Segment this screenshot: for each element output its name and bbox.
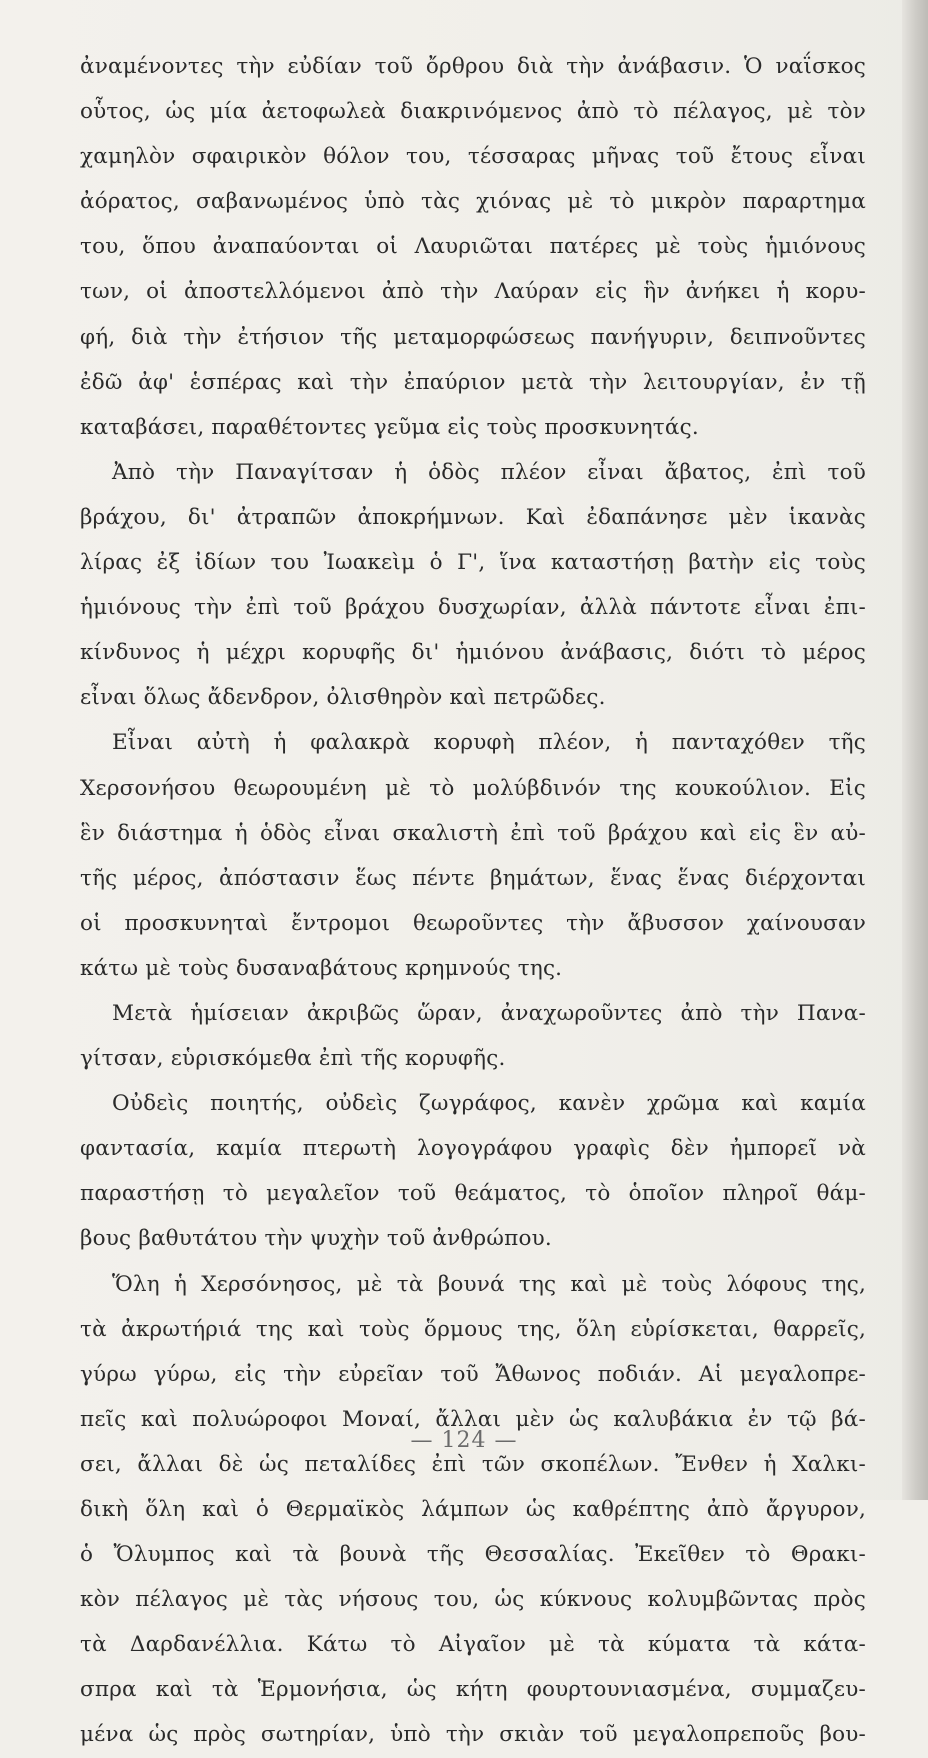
text-line: κάτω μὲ τοὺς δυσαναβάτους κρημνούς της. xyxy=(80,955,563,981)
text-line: ἓν διάστημα ἡ ὁδὸς εἶναι σκαλιστὴ ἐπὶ τοῦ βράχου καὶ εἰς ἓν αὐ- xyxy=(80,820,866,846)
text-line: εἶναι ὅλως ἄδενδρον, ὀλισθηρὸν καὶ πετρῶδες. xyxy=(80,685,606,711)
text-line: δικὴ ὅλη καὶ ὁ Θερμαϊκὸς λάμπων ὡς καθρέπτης ἀπὸ ἄργυρον, xyxy=(80,1497,866,1522)
page-edge-shadow xyxy=(902,0,928,1500)
text-line: του, ὅπου ἀναπαύονται οἱ Λαυριῶται πατέρες μὲ τοὺς ἡμιόνους xyxy=(80,234,866,260)
text-line: ἀόρατος, σαβανωμένος ὑπὸ τὰς χιόνας μὲ τὸ μικρὸν παραρτημα xyxy=(80,189,866,215)
text-line: οὗτος, ὡς μία ἀετοφωλεὰ διακρινόμενος ἀπὸ τὸ πέλαγος, μὲ τὸν xyxy=(80,99,866,125)
text-line: ὁ Ὄλυμπος καὶ τὰ βουνὰ τῆς Θεσσαλίας. Ἐκεῖθεν τὸ Θρακι- xyxy=(80,1542,866,1568)
text-line: μένα ὡς πρὸς σωτηρίαν, ὑπὸ τὴν σκιὰν τοῦ μεγαλοπρεποῦς βου- xyxy=(80,1722,866,1748)
text-line: ἀναμένοντες τὴν εὐδίαν τοῦ ὄρθρου διὰ τὴν ἀνάβασιν. Ὁ ναΐσκος xyxy=(80,54,866,79)
text-line: Οὐδεὶς ποιητής, οὐδεὶς ζωγράφος, κανὲν χρῶμα καὶ καμία xyxy=(112,1091,866,1117)
text-line: κὸν πέλαγος μὲ τὰς νήσους του, ὡς κύκνους κολυμβῶντας πρὸς xyxy=(80,1587,866,1613)
text-line: Εἶναι αὐτὴ ἡ φαλακρὰ κορυφὴ πλέον, ἡ πανταχόθεν τῆς xyxy=(112,730,866,756)
text-line: τῆς μέρος, ἀπόστασιν ἕως πέντε βημάτων, ἕνας ἕνας διέρχονται xyxy=(80,865,866,891)
text-line: σει, ἄλλαι δὲ ὡς πεταλίδες ἐπὶ τῶν σκοπέλων. Ἔνθεν ἡ Χαλκι- xyxy=(80,1451,866,1477)
text-line: καταβάσει, παραθέτοντες γεῦμα εἰς τοὺς προσκυνητάς. xyxy=(80,414,699,440)
text-line: σπρα καὶ τὰ Ἑρμονήσια, ὡς κήτη φουρτουνιασμένα, συμμαζευ- xyxy=(80,1677,866,1703)
text-line: λίρας ἐξ ἰδίων του Ἰωακεὶμ ὁ Γ', ἵνα καταστήσῃ βατὴν εἰς τοὺς xyxy=(80,550,866,576)
text-line: ἡμιόνους τὴν ἐπὶ τοῦ βράχου δυσχωρίαν, ἀλλὰ πάντοτε εἶναι ἐπι- xyxy=(80,595,866,621)
body-text xyxy=(80,44,866,1758)
text-line: βράχου, δι' ἀτραπῶν ἀποκρήμνων. Καὶ ἐδαπάνησε μὲν ἱκανὰς xyxy=(80,504,866,530)
text-line: Ὅλη ἡ Χερσόνησος, μὲ τὰ βουνά της καὶ μὲ τοὺς λόφους της, xyxy=(112,1271,866,1297)
text-line: γίτσαν, εὑρισκόμεθα ἐπὶ τῆς κορυφῆς. xyxy=(80,1046,506,1072)
text-line: παραστήσῃ τὸ μεγαλεῖον τοῦ θεάματος, τὸ ὁποῖον πληροῖ θάμ- xyxy=(80,1181,866,1207)
text-line: φαντασία, καμία πτερωτὴ λογογράφου γραφὶς δὲν ἠμπορεῖ νὰ xyxy=(80,1136,866,1162)
text-line: Μετὰ ἡμίσειαν ἀκριβῶς ὥραν, ἀναχωροῦντες ἀπὸ τὴν Πανα- xyxy=(112,1000,866,1026)
text-line: τὰ ἀκρωτήριά της καὶ τοὺς ὅρμους της, ὅλη εὑρίσκεται, θαρρεῖς, xyxy=(80,1316,866,1342)
text-line: βους βαθυτάτου τὴν ψυχὴν τοῦ ἀνθρώπου. xyxy=(80,1226,552,1252)
page-number: — 124 — xyxy=(410,1428,518,1453)
text-line: χαμηλὸν σφαιρικὸν θόλον του, τέσσαρας μῆνας τοῦ ἔτους εἶναι xyxy=(80,144,866,170)
text-line: Χερσονήσου θεωρουμένη μὲ τὸ μολύβδινόν της κουκούλιον. Εἰς xyxy=(80,775,866,801)
text-line: τὰ Δαρδανέλλια. Κάτω τὸ Αἰγαῖον μὲ τὰ κύματα τὰ κάτα- xyxy=(80,1632,866,1658)
text-line: πεῖς καὶ πολυώροφοι Μοναί, ἄλλαι μὲν ὡς καλυβάκια ἐν τῷ βά- xyxy=(80,1406,866,1432)
text-line: φή, διὰ τὴν ἐτήσιον τῆς μεταμορφώσεως πανήγυριν, δειπνοῦντες xyxy=(80,324,866,350)
text-line: των, οἱ ἀποστελλόμενοι ἀπὸ τὴν Λαύραν εἰς ἣν ἀνήκει ἡ κορυ- xyxy=(80,279,866,305)
text-line: οἱ προσκυνηταὶ ἔντρομοι θεωροῦντες τὴν ἄβυσσον χαίνουσαν xyxy=(80,910,866,936)
text-line: ἐδῶ ἀφ' ἑσπέρας καὶ τὴν ἐπαύριον μετὰ τὴν λειτουργίαν, ἐν τῇ xyxy=(80,369,866,395)
text-line: κίνδυνος ἡ μέχρι κορυφῆς δι' ἡμιόνου ἀνάβασις, διότι τὸ μέρος xyxy=(80,640,866,666)
text-line: γύρω γύρω, εἰς τὴν εὐρεῖαν τοῦ Ἄθωνος ποδιάν. Αἱ μεγαλοπρε- xyxy=(80,1361,866,1387)
text-line: Ἀπὸ τὴν Παναγίτσαν ἡ ὁδὸς πλέον εἶναι ἄβατος, ἐπὶ τοῦ xyxy=(112,459,866,485)
